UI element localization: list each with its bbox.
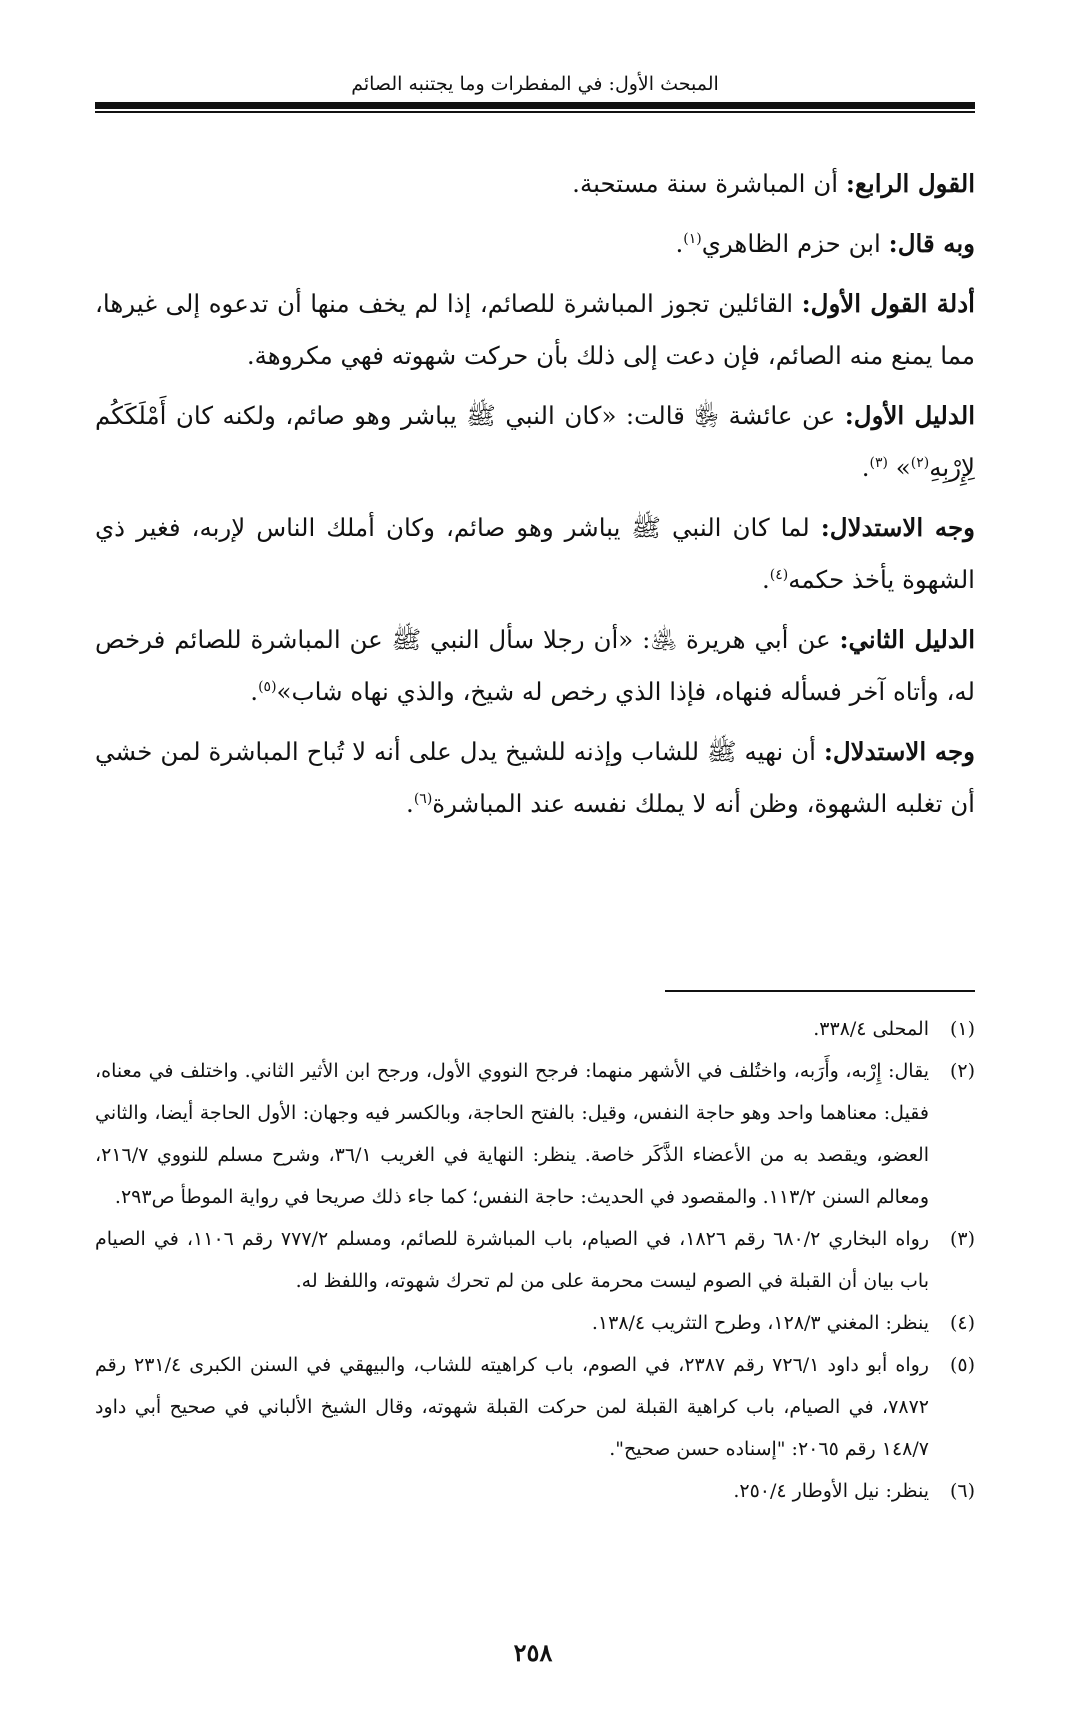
paragraph-text: لما كان النبي ﷺ يباشر وهو صائم، وكان أملك الناس لإربه، فغير ذي الشهوة يأخذ حكمه <box>95 513 975 594</box>
paragraph-text: ابن حزم الظاهري <box>701 229 889 258</box>
footnote <box>95 1050 975 1218</box>
footnotes <box>95 1008 975 1512</box>
paragraph-label: وجه الاستدلال: <box>820 513 975 542</box>
paragraph-label: أدلة القول الأول: <box>801 289 975 318</box>
footnote-separator <box>665 990 975 992</box>
footnote <box>95 1470 975 1512</box>
paragraph <box>95 502 975 606</box>
footnote-ref: (٤) <box>769 566 789 583</box>
footnote-number: (٣) <box>949 1228 975 1250</box>
footnote-number: (٢) <box>949 1060 975 1082</box>
paragraph-text: أن نهيه ﷺ للشاب وإذنه للشيخ يدل على أنه لا تُباح المباشرة لمن خشي أن تغلبه الشهوة، وظن أنه لا يملك نفسه عند المباشرة <box>95 737 975 818</box>
paragraph-text: عن أبي هريرة ﵁: «أن رجلا سأل النبي ﷺ عن المباشرة للصائم فرخص له، وأتاه آخر فسأله فنهاه، فإذا الذي رخص له شيخ، والذي نهاه شاب» <box>95 625 975 706</box>
footnote-ref: (١) <box>683 230 702 247</box>
paragraph <box>95 218 975 270</box>
footnote <box>95 1008 975 1050</box>
footnote-ref: (٣) <box>869 454 888 471</box>
footnote-text: يقال: إِرْبه، وأَرَبه، واختُلف في الأشهر منهما: فرجح النووي الأول، ورجح ابن الأثير الثاني. واختلف في معناه، فقيل: معناهما واحد وهو حاجة النفس، وقيل: بالفتح الحاجة، وبالكسر فيه وجهان: الأول الحاجة أيضا، والثاني العضو، ويقصد به من الأعضاء الذَّكَر خاصة. ينظر: النهاية في الغريب ٣٦/١، وشرح مسلم للنووي ٢١٦/٧، ومعالم السنن ١١٣/٢. والمقصود في الحديث: حاجة النفس؛ كما جاء ذلك صريحا في رواية الموطأ ص٢٩٣. <box>95 1060 929 1208</box>
page-number: ٢٥٨ <box>513 1638 553 1667</box>
header-rule <box>95 102 975 109</box>
footnote <box>95 1344 975 1470</box>
paragraph-end: . <box>761 565 770 594</box>
paragraph <box>95 278 975 382</box>
footnote-text: رواه أبو داود ٧٢٦/١ رقم ٢٣٨٧، في الصوم، باب كراهيته للشاب، والبيهقي في السنن الكبرى ٢٣١/٤ رقم ٧٨٧٢، في الصيام، باب كراهية القبلة لمن حركت القبلة شهوته، وقال الشيخ الألباني في صحيح أبي داود ١٤٨/٧ رقم ٢٠٦٥: "إسناده حسن صحيح". <box>95 1354 929 1460</box>
paragraph <box>95 614 975 718</box>
paragraph-end: . <box>406 789 414 818</box>
paragraph-end: . <box>861 453 870 482</box>
footnote-number: (١) <box>949 1018 975 1040</box>
running-header: المبحث الأول: في المفطرات وما يجتنبه الصائم <box>351 73 719 95</box>
paragraph <box>95 390 975 494</box>
footnote-ref: (٥) <box>258 678 277 695</box>
paragraph <box>95 726 975 830</box>
paragraph-text: القائلين تجوز المباشرة للصائم، إذا لم يخف منها أن تدعوه إلى غيرها، مما يمنع منه الصائم، فإن دعت إلى ذلك بأن حركت شهوته فهي مكروهة. <box>95 289 975 370</box>
paragraph-end: . <box>675 229 684 258</box>
footnote-number: (٥) <box>949 1354 975 1376</box>
paragraph-end: . <box>250 677 259 706</box>
paragraph-label: القول الرابع: <box>845 169 975 198</box>
paragraph-text: عن عائشة ﵂ قالت: «كان النبي ﷺ يباشر وهو صائم، ولكنه كان أَمْلَكَكُم لِإِرْبِهِ <box>95 401 975 482</box>
footnote-number: (٦) <box>949 1480 975 1502</box>
footnote-text: ينظر: المغني ١٢٨/٣، وطرح التثريب ١٣٨/٤. <box>591 1312 929 1334</box>
paragraph-label: وبه قال: <box>888 229 975 258</box>
footnote-ref: (٦) <box>413 790 433 807</box>
paragraph-label: وجه الاستدلال: <box>823 737 975 766</box>
paragraph-label: الدليل الأول: <box>844 401 975 430</box>
main-text <box>95 158 975 838</box>
quote-close: » <box>887 453 911 482</box>
footnote <box>95 1302 975 1344</box>
paragraph-text: أن المباشرة سنة مستحبة. <box>572 169 846 198</box>
footnote-text: المحلى ٣٣٨/٤. <box>813 1018 929 1040</box>
footnote-number: (٤) <box>949 1312 975 1334</box>
footnote-text: رواه البخاري ٦٨٠/٢ رقم ١٨٢٦، في الصيام، باب المباشرة للصائم، ومسلم ٧٧٧/٢ رقم ١١٠٦، في الصيام باب بيان أن القبلة في الصوم ليست محرمة على من لم تحرك شهوته، واللفظ له. <box>95 1228 929 1292</box>
footnote <box>95 1218 975 1302</box>
header-rule-thin <box>95 111 975 113</box>
paragraph-label: الدليل الثاني: <box>839 625 975 654</box>
footnote-ref: (٢) <box>910 454 930 471</box>
paragraph <box>95 158 975 210</box>
footnote-text: ينظر: نيل الأوطار ٢٥٠/٤. <box>733 1480 929 1502</box>
